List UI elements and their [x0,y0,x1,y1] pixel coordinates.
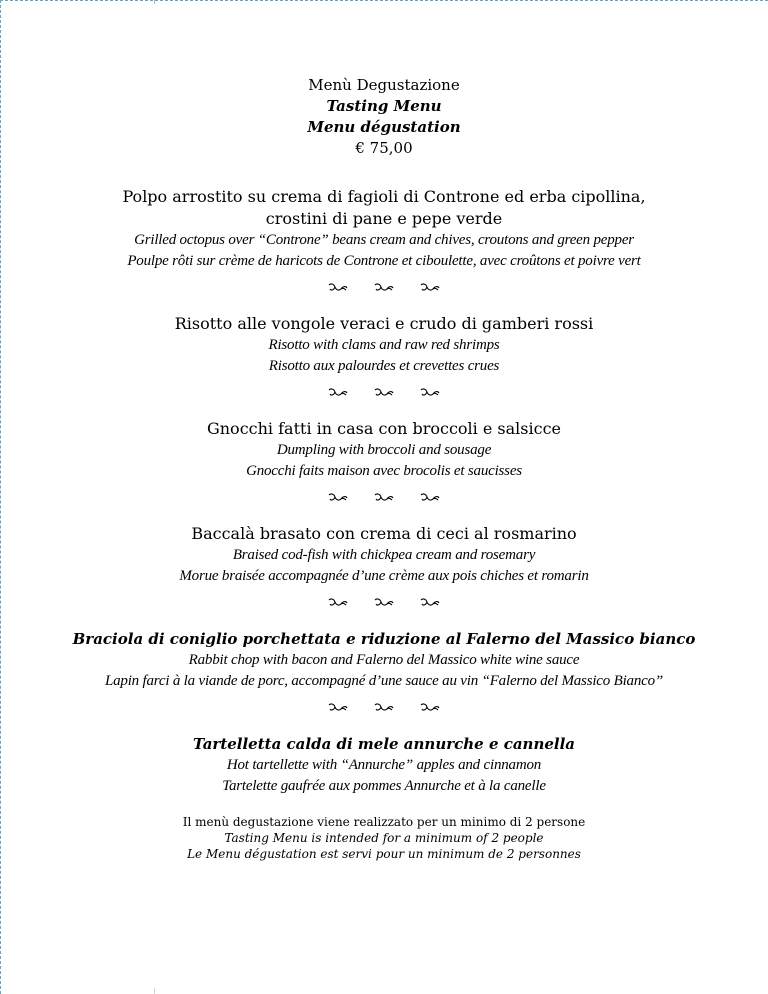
fleuron-icon [374,492,394,504]
tasting-menu [0,75,768,862]
course-3 [0,418,768,482]
course-6-italian: Tartelletta calda di mele annurche e cannella [192,735,576,753]
course-2 [0,313,768,377]
course-separator [0,387,768,409]
course-3-italian: Gnocchi fatti in casa con broccoli e salsicce [206,419,562,438]
fleuron-icon [328,282,348,294]
course-separator [0,702,768,724]
fleuron-icon [328,702,348,714]
fleuron-icon [420,492,440,504]
fleuron-icon [420,702,440,714]
course-5-english: Rabbit chop with bacon and Falerno del Massico white wine sauce [188,652,580,668]
course-2-french: Risotto aux palourdes et crevettes crues [268,358,500,374]
page-corner-mark [154,0,155,4]
course-4 [0,523,768,587]
course-6-french: Tartelette gaufrée aux pommes Annurche et à la canelle [222,778,546,794]
fleuron-icon [374,702,394,714]
fleuron-icon [328,492,348,504]
page-corner-mark-bottom [154,988,155,994]
fleuron-icon [420,597,440,609]
course-1 [0,186,768,272]
course-separator [0,492,768,514]
footer-note-english: Tasting Menu is intended for a minimum of 2 people [224,831,544,845]
fleuron-icon [374,387,394,399]
course-1-english: Grilled octopus over “Controne” beans cream and chives, croutons and green pepper [134,232,634,248]
course-4-italian: Baccalà brasato con crema di ceci al rosmarino [191,524,577,543]
course-4-english: Braised cod-fish with chickpea cream and rosemary [232,547,536,563]
course-1-italian-line1: Polpo arrostito su crema di fagioli di Controne ed erba cipollina, [122,187,646,206]
menu-header [0,75,768,159]
fleuron-icon [374,282,394,294]
course-2-italian: Risotto alle vongole veraci e crudo di gamberi rossi [174,314,594,333]
fleuron-icon [420,282,440,294]
fleuron-icon [420,387,440,399]
fleuron-icon [328,387,348,399]
title-english: Tasting Menu [326,97,442,115]
title-french: Menu dégustation [307,118,461,136]
course-2-english: Risotto with clams and raw red shrimps [268,337,500,353]
fleuron-icon [374,597,394,609]
course-5-french: Lapin farci à la viande de porc, accompagné d’une sauce au vin “Falerno del Massico Bianco” [104,673,664,689]
course-1-french: Poulpe rôti sur crème de haricots de Controne et ciboulette, avec croûtons et poivre vert [127,253,641,269]
course-1-italian-line2: crostini di pane e pepe verde [265,209,503,228]
course-5-italian: Braciola di coniglio porchettata e riduzione al Falerno del Massico bianco [72,630,696,648]
page-border-top [0,0,768,1]
course-6 [0,733,768,797]
course-3-english: Dumpling with broccoli and sousage [276,442,492,458]
title-italian: Menù Degustazione [308,76,460,94]
course-5 [0,628,768,692]
footer-note-french: Le Menu dégustation est servi pour un minimum de 2 personnes [187,847,581,861]
menu-price: € 75,00 [355,139,413,157]
course-6-english: Hot tartellette with “Annurche” apples and cinnamon [226,757,542,773]
menu-footer [0,814,768,862]
course-separator [0,597,768,619]
footer-note-italian: Il menù degustazione viene realizzato per un minimo di 2 persone [182,815,586,829]
fleuron-icon [328,597,348,609]
course-3-french: Gnocchi faits maison avec brocolis et saucisses [246,463,522,479]
course-4-french: Morue braisée accompagnée d’une crème aux pois chiches et romarin [179,568,589,584]
course-separator [0,282,768,304]
